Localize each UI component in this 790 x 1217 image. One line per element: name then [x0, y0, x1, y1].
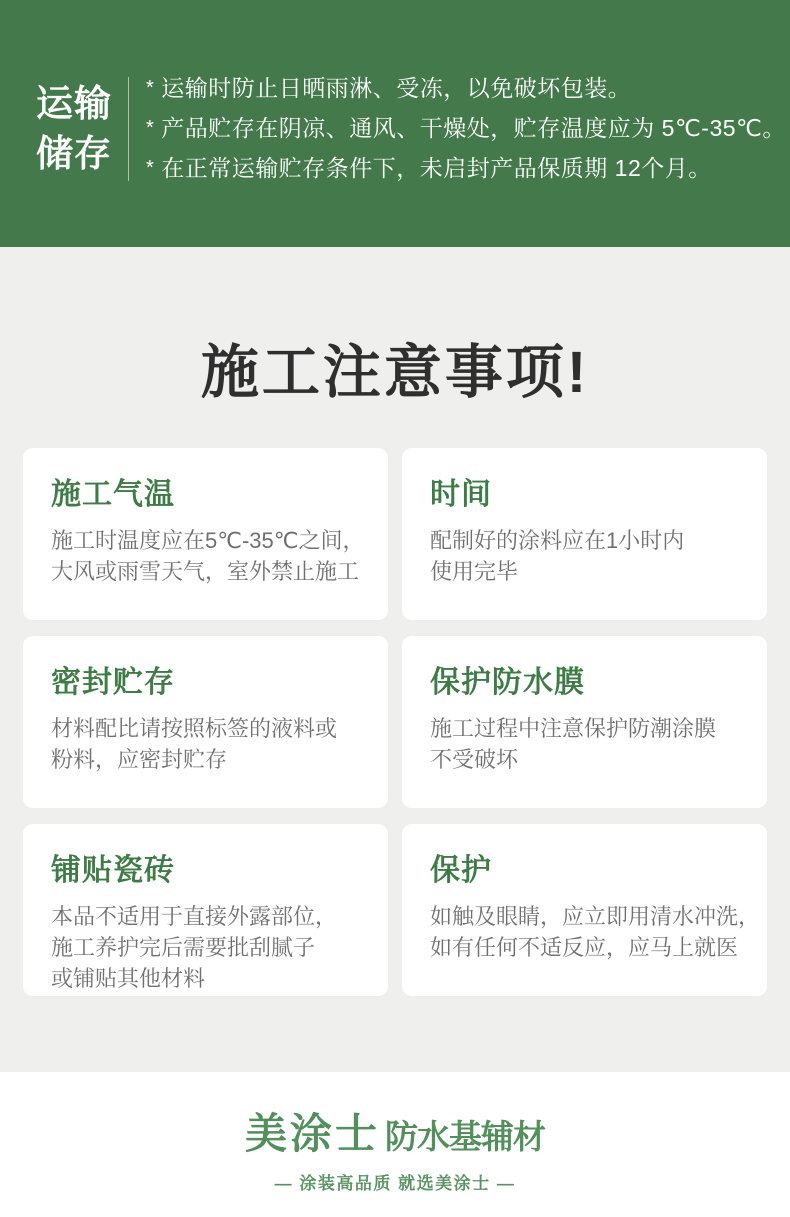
precaution-cards	[23, 448, 767, 996]
body-line: 施工养护完后需要批刮腻子	[51, 935, 316, 960]
banner-title	[36, 79, 112, 179]
body-line: 材料配比请按照标签的液料或	[51, 716, 338, 741]
card-title: 时间	[430, 478, 492, 511]
banner-title-line2: 储存	[36, 132, 112, 174]
precautions-title: 施工注意事项!	[200, 340, 590, 405]
card-title: 密封贮存	[51, 666, 175, 699]
precautions-section	[0, 247, 790, 1072]
body-line: 施工过程中注意保护防潮涂膜	[430, 716, 717, 741]
brand-tagline: — 涂装高品质 就选美涂士 —	[274, 1174, 516, 1193]
card-body	[430, 525, 741, 587]
storage-note-text: 产品贮存在阴凉、通风、干燥处，贮存温度应为 5℃-35℃。	[161, 114, 786, 141]
card-body	[430, 901, 761, 963]
precaution-card-tiling	[23, 824, 388, 996]
storage-note-list	[146, 69, 786, 189]
precaution-card-time	[402, 448, 767, 620]
storage-note-text: 运输时防止日晒雨淋、受冻，以免破坏包装。	[161, 74, 632, 101]
brand-logo	[0, 1112, 790, 1166]
precaution-card-temperature	[23, 448, 388, 620]
body-line: 或铺贴其他材料	[51, 966, 206, 991]
body-line: 如有任何不适反应，应马上就医	[430, 935, 739, 960]
body-line: 施工时温度应在5℃-35℃之间，	[51, 528, 365, 553]
card-body	[430, 713, 741, 775]
banner-divider	[128, 77, 129, 181]
precaution-card-protect-membrane	[402, 636, 767, 808]
body-line: 不受破坏	[430, 747, 519, 772]
storage-note	[146, 149, 786, 189]
card-body	[51, 525, 365, 587]
card-title: 保护防水膜	[430, 666, 585, 699]
asterisk-marker: *	[146, 76, 155, 99]
body-line: 配制好的涂料应在1小时内	[430, 528, 685, 553]
banner-title-line1: 运输	[36, 82, 112, 124]
card-title: 施工气温	[51, 478, 175, 511]
body-line: 使用完毕	[430, 559, 519, 584]
brand-name: 美涂士	[244, 1110, 380, 1157]
card-title: 保护	[430, 854, 492, 887]
storage-note-text: 在正常运输贮存条件下，未启封产品保质期 12个月。	[161, 154, 712, 181]
asterisk-marker: *	[146, 116, 155, 139]
brand-footer	[0, 1072, 790, 1217]
asterisk-marker: *	[146, 156, 155, 179]
card-body	[51, 901, 362, 994]
brand-suffix: 防水基辅材	[385, 1118, 545, 1155]
body-line: 如触及眼睛，应立即用清水冲洗，	[430, 904, 761, 929]
body-line: 本品不适用于直接外露部位，	[51, 904, 338, 929]
card-body	[51, 713, 362, 775]
card-title: 铺贴瓷砖	[51, 854, 175, 887]
transport-storage-banner	[0, 0, 790, 247]
precaution-card-safety	[402, 824, 767, 996]
storage-note	[146, 109, 786, 149]
body-line: 粉料，应密封贮存	[51, 747, 228, 772]
body-line: 大风或雨雪天气，室外禁止施工	[51, 559, 360, 584]
storage-note	[146, 69, 786, 109]
precaution-card-sealed-storage	[23, 636, 388, 808]
